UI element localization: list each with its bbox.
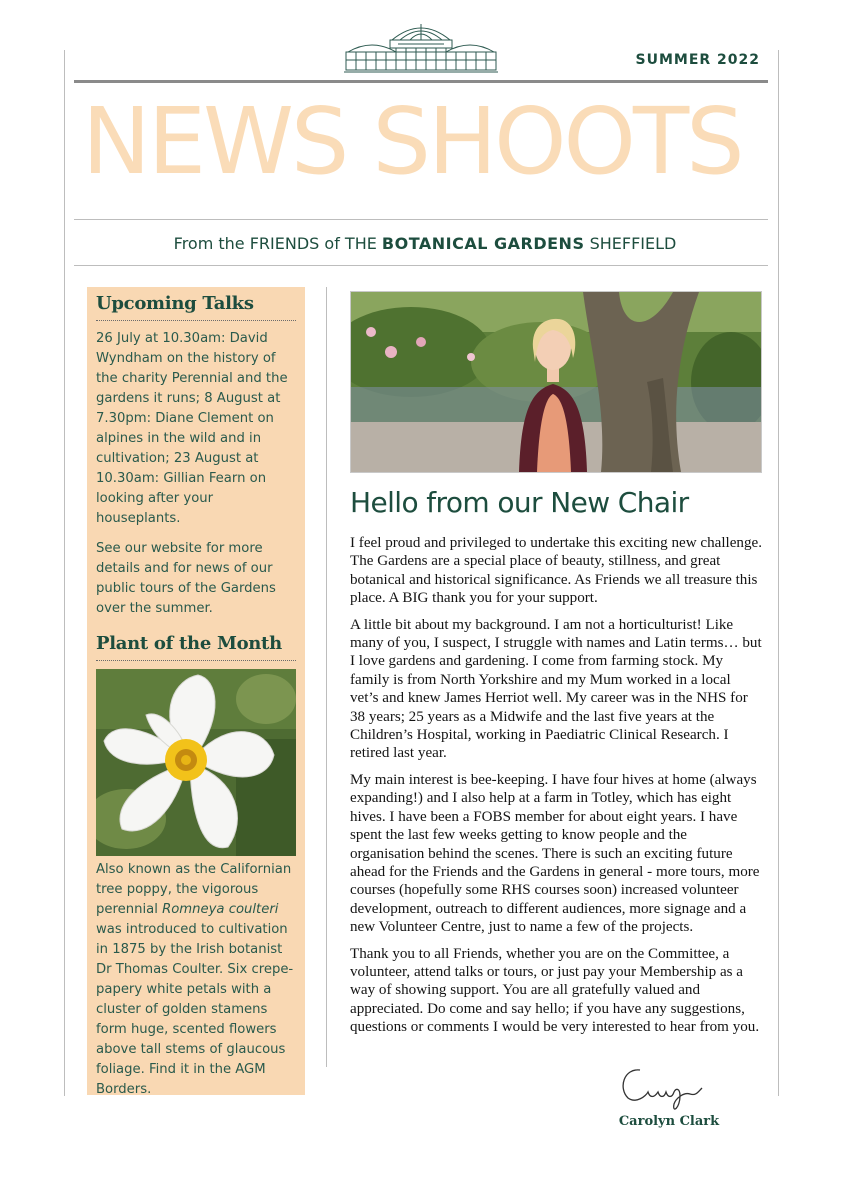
article-paragraph: A little bit about my background. I am not a horticulturist! Like many of you, I suspect, I struggle with names and Latin terms… but I love gardens and gardening. I come from farming stock. My family is from North Yorkshire and my Mum worked in a local vet’s and knew James Herriot well. My career was in the NHS for 38 years; 25 years as a Midwife and the last five years at the Children’s Hospital, working in Paediatric Clinical Research. I retired last year. xyxy=(350,616,762,762)
right-margin-rule xyxy=(778,50,779,1096)
left-margin-rule xyxy=(64,50,65,1096)
article-paragraph: My main interest is bee-keeping. I have four hives at home (always expanding!) and I also help at a farm in Totley, which has eight hives. I have been a FOBS member for about eight years. I have spent the last few weeks getting to know people and the organisation behind the scenes. There is such an exciting future ahead for the Friends and the Gardens in general - more tours, more courses (hopefully some RHS courses soon) increased volunteer development, outreach to different audiences, more signage and a new Volunteer Centre, just to name a few of the projects. xyxy=(350,771,760,936)
plant-photo xyxy=(96,669,296,856)
article-paragraph: Thank you to all Friends, whether you are on the Committee, a volunteer, attend talks or tours, or just pay your Membership as a way of showing support. You are all gratefully valued and appreciated. Do come and say hello; if you have any suggestions, questions or comments I would be very interested to hear from you. xyxy=(350,945,760,1036)
plant-latin-name: Romneya coulteri xyxy=(162,902,279,917)
talks-text: 26 July at 10.30am: David Wyndham on the history of the charity Perennial and the gardens it runs; 8 August at 7.30pm: Diane Clement on alpines in the wild and in cultivation; 23 August at 10.30am: Gillian Fearn on looking after your houseplants. xyxy=(96,331,288,526)
article-body xyxy=(350,534,762,1045)
tagline-suffix: SHEFFIELD xyxy=(589,234,677,253)
plant-heading: Plant of the Month xyxy=(96,633,296,661)
column-divider xyxy=(326,287,327,1067)
issue-label: SUMMER 2022 xyxy=(635,52,760,68)
plant-text-1: Also known as the Californian tree poppy, the vigorous perennial xyxy=(96,862,292,917)
title-rule xyxy=(74,219,768,220)
signature-name: Carolyn Clark xyxy=(618,1114,720,1129)
tagline-rule xyxy=(74,265,768,266)
glasshouse-pavilion-icon xyxy=(342,18,500,76)
tagline xyxy=(82,234,768,253)
chair-photo xyxy=(350,291,762,473)
website-text: See our website for more details and for news of our public tours of the Gardens over the summer. xyxy=(96,541,276,616)
tagline-prefix: From the FRIENDS of THE xyxy=(173,234,377,253)
tagline-bold: BOTANICAL GARDENS xyxy=(381,234,585,253)
plant-text xyxy=(96,860,296,1100)
newsletter-title: NEWS SHOOTS xyxy=(82,88,742,195)
handwritten-signature xyxy=(614,1058,714,1118)
article-title: Hello from our New Chair xyxy=(350,486,689,519)
article-paragraph: I feel proud and privileged to undertake this exciting new challenge. The Gardens are a special place of beauty, stillness, and great botanical and historical significance. As Friends we all treasure this place. A BIG thank you for your support. xyxy=(350,535,762,607)
sidebar xyxy=(87,287,305,1095)
talks-heading: Upcoming Talks xyxy=(96,293,296,321)
plant-text-2: was introduced to cultivation in 1875 by the Irish botanist Dr Thomas Coulter. Six crepe-papery white petals with a cluster of golden stamens form huge, scented flowers above tall stems of glaucous foliage. Find it in the AGM Borders. xyxy=(96,922,294,1097)
header-rule xyxy=(74,80,768,83)
